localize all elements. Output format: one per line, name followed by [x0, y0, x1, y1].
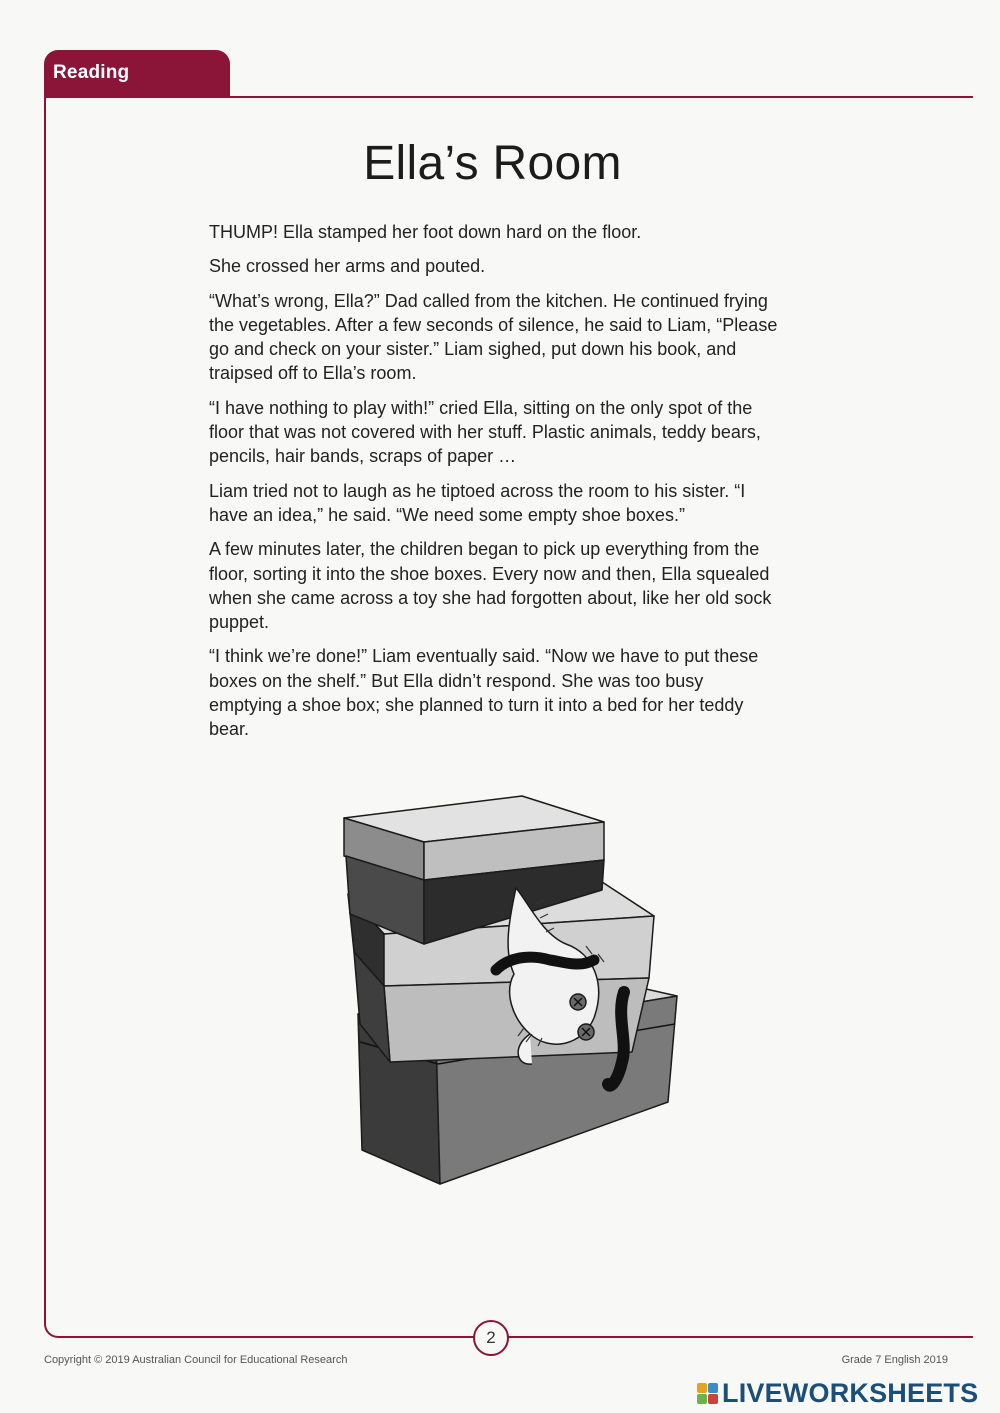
watermark-text: LIVEWORKSHEETS: [722, 1377, 979, 1408]
page-number: 2: [473, 1320, 509, 1356]
story-paragraph: Liam tried not to laugh as he tiptoed across the room to his sister. “I have an idea,” he said. “We need some empty shoe boxes.”: [209, 480, 746, 525]
story-paragraph: She crossed her arms and pouted.: [209, 256, 486, 277]
shoe-boxes-illustration: [336, 784, 688, 1188]
story-text: [209, 220, 781, 752]
story-paragraph: “I have nothing to play with!” cried Ella, sitting on the only spot of the floor that was not covered with her stuff. Plastic animals, teddy bears, pencils, hair bands, scraps of paper …: [209, 397, 761, 467]
frame-divider: [44, 84, 46, 100]
liveworksheets-watermark: [697, 1378, 978, 1408]
copyright-footer: Copyright © 2019 Australian Council for Educational Research: [44, 1354, 348, 1366]
story-paragraph: “I think we’re done!” Liam eventually said. “Now we have to put these boxes on the shelf.” But Ella didn’t respond. She was too busy emptying a shoe box; she planned to turn it into a bed for her teddy bear.: [209, 646, 759, 740]
grade-footer: Grade 7 English 2019: [841, 1354, 948, 1366]
story-paragraph: A few minutes later, the children began to pick up everything from the floor, sorting it into the shoe boxes. Every now and then, Ella squealed when she came across a toy she had forgotten about, like her old sock puppet.: [209, 539, 772, 633]
story-paragraph: THUMP! Ella stamped her foot down hard on the floor.: [209, 222, 642, 242]
section-tab-label: Reading: [53, 62, 130, 83]
story-paragraph: “What’s wrong, Ella?” Dad called from the kitchen. He continued frying the vegetables. After a few seconds of silence, he said to Liam, “Please go and check on your sister.” Liam sighed, put down his book, and traipsed off to Ella’s room.: [209, 290, 778, 384]
liveworksheets-logo-icon: [697, 1383, 718, 1404]
page-title: Ella’s Room: [363, 137, 622, 190]
